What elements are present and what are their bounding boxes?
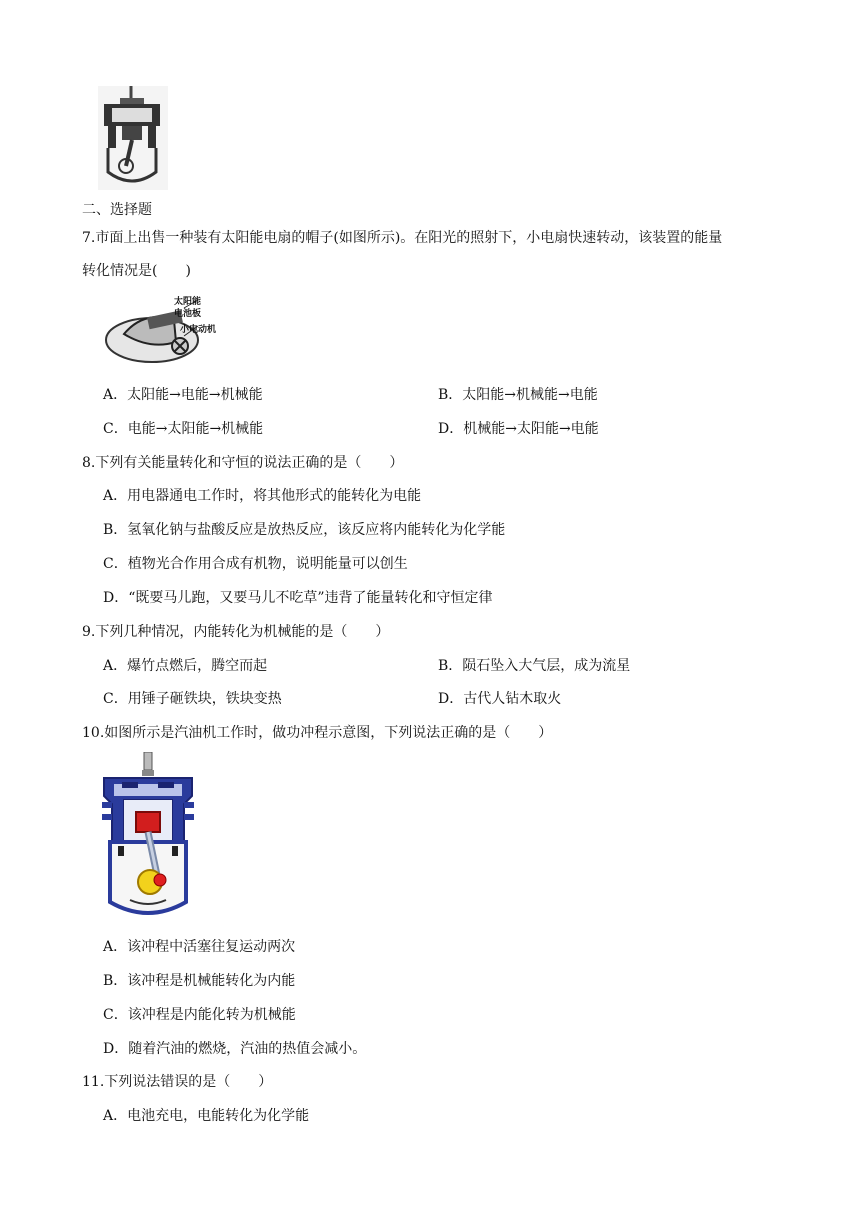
q7-option-b[interactable]: B．太阳能→机械能→电能 xyxy=(438,387,598,403)
question-9-text: 9.下列几种情况，内能转化为机械能的是（ ） xyxy=(82,624,390,640)
figure-label-panel: 电池板 xyxy=(174,309,202,319)
q8-option-b[interactable]: B．氢氧化钠与盐酸反应是放热反应，该反应将内能转化为化学能 xyxy=(103,522,506,538)
q10-option-b[interactable]: B．该冲程是机械能转化为内能 xyxy=(103,973,296,989)
q11-option-a[interactable]: A．电池充电，电能转化为化学能 xyxy=(103,1108,310,1124)
q10-option-d[interactable]: D．随着汽油的燃烧，汽油的热值会减小。 xyxy=(103,1041,367,1057)
question-10-text: 10.如图所示是汽油机工作时，做功冲程示意图，下列说法正确的是（ ） xyxy=(82,725,553,741)
q7-option-d[interactable]: D．机械能→太阳能→电能 xyxy=(438,421,599,437)
solar-hat-figure xyxy=(104,290,220,370)
figure-label-motor: 小电动机 xyxy=(180,325,217,335)
q9-option-c[interactable]: C．用锤子砸铁块，铁块变热 xyxy=(103,691,282,707)
q7-option-a[interactable]: A．太阳能→电能→机械能 xyxy=(103,387,263,403)
q7-option-c[interactable]: C．电能→太阳能→机械能 xyxy=(103,421,264,437)
q9-option-a[interactable]: A．爆竹点燃后，腾空而起 xyxy=(103,658,268,674)
q10-option-a[interactable]: A．该冲程中活塞往复运动两次 xyxy=(103,939,296,955)
section-heading: 二、选择题 xyxy=(82,202,152,218)
q9-option-d[interactable]: D．古代人钻木取火 xyxy=(438,691,562,707)
q8-option-a[interactable]: A．用电器通电工作时，将其他形式的能转化为电能 xyxy=(103,488,422,504)
q8-option-c[interactable]: C．植物光合作用合成有机物，说明能量可以创生 xyxy=(103,556,408,572)
question-7-text-cont: 转化情况是( ) xyxy=(82,263,191,279)
figure-label-solar: 太阳能 xyxy=(174,297,202,307)
question-7-text: 7.市面上出售一种装有太阳能电扇的帽子(如图所示)。在阳光的照射下，小电扇快速转动，该装置的能量 xyxy=(82,230,723,246)
q9-option-b[interactable]: B．陨石坠入大气层，成为流星 xyxy=(438,658,631,674)
gasoline-engine-diagram xyxy=(100,752,196,918)
question-8-text: 8.下列有关能量转化和守恒的说法正确的是（ ） xyxy=(82,455,404,471)
q10-option-c[interactable]: C．该冲程是内能化转为机械能 xyxy=(103,1007,296,1023)
engine-diagram-top xyxy=(98,86,168,190)
q8-option-d[interactable]: D．“既要马儿跑，又要马儿不吃草”违背了能量转化和守恒定律 xyxy=(103,590,493,606)
question-11-text: 11.下列说法错误的是（ ） xyxy=(82,1074,273,1090)
